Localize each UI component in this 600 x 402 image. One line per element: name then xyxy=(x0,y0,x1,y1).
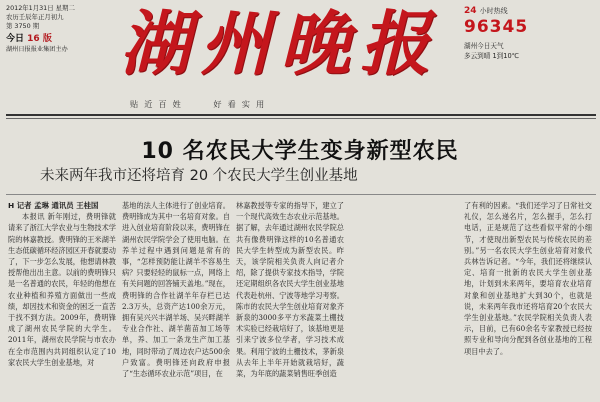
hotline-block xyxy=(464,6,596,60)
publisher-group: 湖州日报报业集团主办 xyxy=(6,46,68,53)
article-column-2 xyxy=(122,200,230,400)
edition-pages xyxy=(6,33,98,45)
newspaper-logo: 湖州晚报 xyxy=(120,2,440,85)
weather-title: 湖州今日天气 xyxy=(464,42,504,50)
headline-rule xyxy=(6,194,596,195)
article-column-text: 了有利的因素。“我们还学习了日常社交礼仪，怎么递名片，怎么握手，怎么打电话，正是规范了这些看似平常的小细节，才使现出新型农民与传统农民的差别。”另一名农民大学生创业培育对象代兵林告诉记者。“今年，我们还将继续认定、培育一批新的农民大学生创业基地，计划到未来两年，要培育农业培育对象和创业基地扩大到30个，也就是说，未来两年我市还将培育20个农民大学生创业基地。”农民学院相关负责人表示，目前，已有60余名专家教授已经按照专业和导向分配到各创业基地的工程项目中去了。 xyxy=(464,201,592,356)
article-column-text: 基地的法人主体进行了创业培育。费明锋成为其中一名培育对象。自进入创业培育阶段以来，费明锋在湖州农民学院学会了使用电脑。在养羊过程中遇到问题是常有的事，“怎样预防能让湖羊不容易生病？只要轻轻的鼠标一点，网络上有关问题的回答铺天盖地。”现在，费明锋的合作社湖羊年存栏已达2.3万头，总资产达100余万元，拥有吴兴兴丰湖羊场、吴兴畔湖羊专业合作社、湖羊菌苗加工场等单，养、加工一条龙生产加工基地，同时带动了周边农户达500余户致富。费明锋还向政府申报了“生态循环农业示范”项目，在 xyxy=(122,201,230,379)
article-byline: H 记者 孟琳 通讯员 王桂国 xyxy=(8,201,99,210)
hotline-number: 96345 xyxy=(464,17,529,37)
article-column-text: 本报讯 新年刚过，费明锋就请来了浙江大学农业与生物技术学院的林嘉教授。费明锋的王米湖羊生态低碳循环经济园区开春就要动了，下一步怎么发展，他想请林教授帮他出出主意。以前的费明锋只是一名普通的农民，年轻的他想在农业种植和养殖方面做出一些成绩，却因技术和资金的困乏一直苦于找不到方法。2009年，费明锋成了湖州农民学院的大学生。2011年，湖州农民学院与市农办在全市范围内共同组织认定了10家农民大学生创业基地，对 xyxy=(8,212,116,367)
article-column-1 xyxy=(8,200,116,400)
hotline-hours: 24 xyxy=(464,6,477,16)
masthead-date-block xyxy=(6,4,98,54)
weather-forecast: 多云到晴 1到10℃ xyxy=(464,52,520,60)
article-column-3 xyxy=(236,200,344,400)
slogan-left: 贴近百姓 xyxy=(130,99,187,109)
edition-page-count: 16 版 xyxy=(27,34,52,44)
lunar-date-line: 农历壬辰年正月初九 xyxy=(6,13,64,21)
edition-prefix: 今日 xyxy=(6,34,25,44)
article-subheadline: 未来两年我市还将培育 20 个农民大学生创业基地 xyxy=(40,168,358,184)
masthead-rule-thin xyxy=(6,118,596,119)
slogan-right: 好看实用 xyxy=(213,99,271,109)
masthead-rule xyxy=(6,114,596,116)
hotline-suffix: 小时热线 xyxy=(479,7,508,15)
article-column-4 xyxy=(464,200,592,400)
article-headline: 10 名农民大学生变身新型农民 xyxy=(141,139,459,164)
slogan-bar xyxy=(130,97,470,112)
article-column-text: 林嘉教授等专家的指导下，建立了一个现代高效生态农业示范基地。据了解，去年通过湖州农民学院总共有像费明锋这样的10名普通农民大学生转型成为新型农民。昨天，该学院相关负责人向记者介绍，除了提供专家技术指导，学院还定期组织各农民大学生创业基地代表赴杭州、宁波等地学习考察。陈市的农民大学生创业培育对象齐新泉的3000多平方米蔬菜土棚技术实验已经栽培好了，该基地更是引来宁波多位学者，学习技术成果。利用宁波的土栅技术，茅新泉从去年上半年开始就栽培好，蔬菜，为年底的蔬菜销售旺季创造 xyxy=(236,201,344,379)
issue-number: 第 3750 期 xyxy=(6,22,40,30)
hotline-label xyxy=(464,6,596,16)
date-line: 2012年1月31日 星期二 xyxy=(6,4,75,12)
